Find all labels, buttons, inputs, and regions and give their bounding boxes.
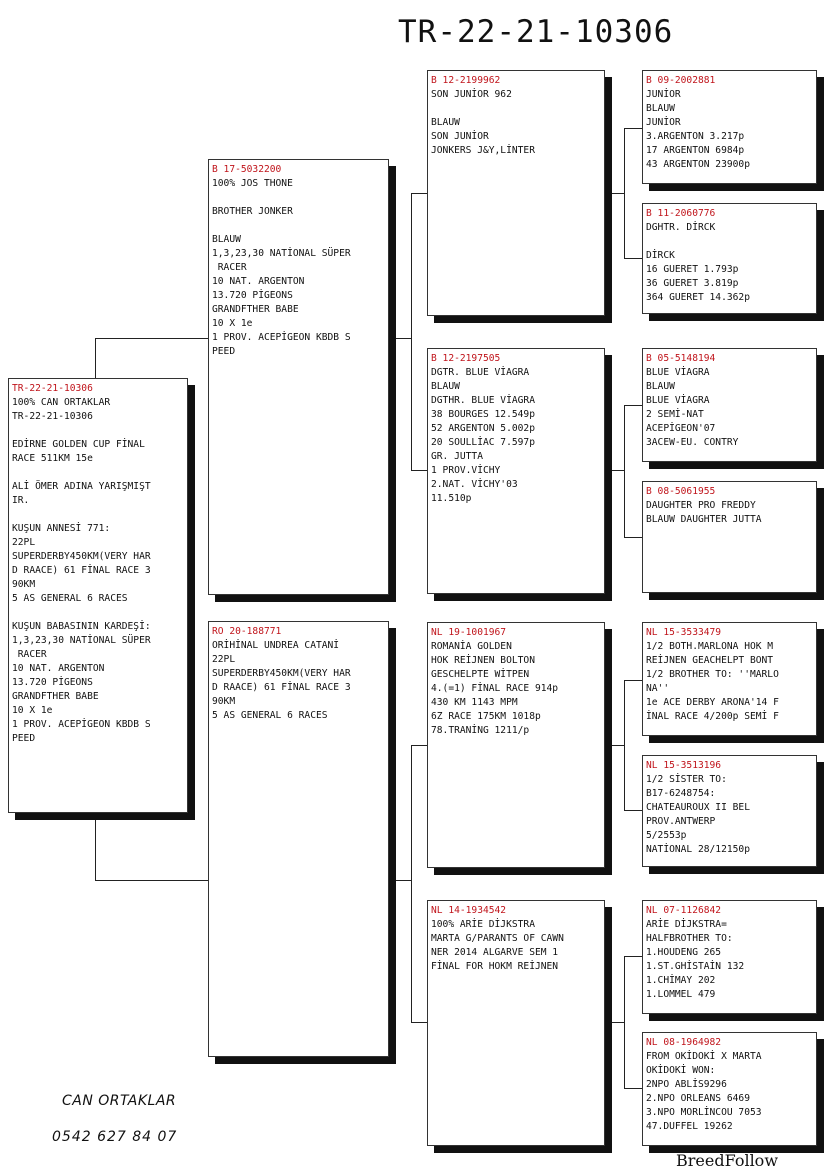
detail-line	[12, 466, 184, 480]
card-details	[646, 640, 813, 724]
detail-line: BLUE VİAGRA	[646, 367, 710, 378]
breeder-phone: 0542 627 84 07	[52, 1129, 178, 1145]
ring-number: TR-22-21-10306	[12, 383, 93, 394]
detail-line: 1.CHİMAY 202	[646, 975, 716, 986]
detail-line: 43 ARGENTON 23900p	[646, 159, 750, 170]
ds-dam-card[interactable]	[642, 755, 817, 867]
card-details	[646, 499, 813, 527]
detail-line: BLAUW	[431, 117, 460, 128]
detail-line: DİRCK	[646, 250, 675, 261]
detail-line: 13.720 PİGEONS	[212, 290, 293, 301]
detail-line: CHATEAUROUX II BEL	[646, 802, 750, 813]
ss-dam-card[interactable]	[642, 203, 817, 314]
detail-line: B17-6248754:	[646, 788, 716, 799]
detail-line: 1/2 BOTH.MARLONA HOK M	[646, 641, 774, 652]
ring-number: NL 15-3513196	[646, 760, 722, 771]
card-details	[646, 918, 813, 1002]
detail-line: SON JUNİOR 962	[431, 89, 512, 100]
detail-line: 90KM	[12, 579, 36, 590]
detail-line: 90KM	[212, 696, 236, 707]
detail-line: 2 SEMİ-NAT	[646, 409, 704, 420]
detail-line: 3ACEW-EU. CONTRY	[646, 437, 739, 448]
detail-line: 22PL	[212, 654, 236, 665]
detail-line	[212, 219, 385, 233]
detail-line: 13.720 PİGEONS	[12, 677, 93, 688]
dam-dam-card[interactable]	[427, 900, 605, 1146]
ring-number: NL 14-1934542	[431, 905, 507, 916]
detail-line: 52 ARGENTON 5.002p	[431, 423, 535, 434]
detail-line: 47.DUFFEL 19262	[646, 1121, 733, 1132]
detail-line: 16 GUERET 1.793p	[646, 264, 739, 275]
detail-line: 1,3,23,30 NATİONAL SÜPER	[212, 248, 351, 259]
detail-line: 1 PROV. ACEPİGEON KBDB S	[12, 719, 151, 730]
detail-line: 10 X 1e	[212, 318, 253, 329]
ring-number: B 12-2199962	[431, 75, 501, 86]
ring-number: NL 15-3533479	[646, 627, 722, 638]
card-details	[431, 88, 601, 158]
ring-number: B 05-5148194	[646, 353, 716, 364]
detail-line: 1.ST.GHİSTAİN 132	[646, 961, 745, 972]
dd-dam-card[interactable]	[642, 1032, 817, 1146]
detail-line: 3.NPO MORLİNCOU 7053	[646, 1107, 762, 1118]
detail-line: 22PL	[12, 537, 36, 548]
detail-line: RACER	[212, 262, 247, 273]
ring-number: RO 20-188771	[212, 626, 282, 637]
card-details	[646, 221, 813, 305]
detail-line: KUŞUN BABASININ KARDEŞİ:	[12, 621, 151, 632]
ring-number: NL 07-1126842	[646, 905, 722, 916]
detail-line: JUNİOR	[646, 89, 681, 100]
detail-line: BLAUW	[431, 381, 460, 392]
card-details	[12, 396, 184, 746]
detail-line: DGTHR. BLUE VİAGRA	[431, 395, 535, 406]
detail-line	[212, 191, 385, 205]
detail-line: 2NPO ABLİS9296	[646, 1079, 727, 1090]
detail-line: 430 KM 1143 MPM	[431, 697, 518, 708]
detail-line: REİJNEN GEACHELPT BONT	[646, 655, 774, 666]
ring-number: B 12-2197505	[431, 353, 501, 364]
detail-line: RACE 511KM 15e	[12, 453, 93, 464]
dd-sire-card[interactable]	[642, 900, 817, 1014]
detail-line: HOK REİJNEN BOLTON	[431, 655, 535, 666]
detail-line: ALİ ÖMER ADINA YARIŞMIŞT	[12, 481, 151, 492]
sire-dam-card[interactable]	[427, 348, 605, 594]
dam-card[interactable]	[208, 621, 389, 1057]
brand-logo: BreedFollow	[676, 1151, 779, 1170]
card-details	[646, 1050, 813, 1134]
card-details	[646, 88, 813, 172]
page-title: TR-22-21-10306	[398, 14, 674, 50]
sire-sire-card[interactable]	[427, 70, 605, 316]
card-details	[431, 366, 601, 506]
ring-number: NL 08-1964982	[646, 1037, 722, 1048]
detail-line: NER 2014 ALGARVE SEM 1	[431, 947, 559, 958]
card-details	[646, 773, 813, 857]
detail-line	[431, 102, 601, 116]
detail-line: NA''	[646, 683, 670, 694]
detail-line: PEED	[212, 346, 236, 357]
detail-line: BLAUW	[646, 103, 675, 114]
detail-line: 36 GUERET 3.819p	[646, 278, 739, 289]
detail-line: 5 AS GENERAL 6 RACES	[12, 593, 128, 604]
detail-line: 5 AS GENERAL 6 RACES	[212, 710, 328, 721]
breeder-name: CAN ORTAKLAR	[62, 1093, 177, 1109]
detail-line: SUPERDERBY450KM(VERY HAR	[12, 551, 151, 562]
detail-line: 100% JOS THONE	[212, 178, 293, 189]
card-details	[431, 640, 601, 738]
detail-line: D RAACE) 61 FİNAL RACE 3	[212, 682, 351, 693]
ring-number: NL 19-1001967	[431, 627, 507, 638]
sd-sire-card[interactable]	[642, 348, 817, 462]
detail-line: BROTHER JONKER	[212, 206, 293, 217]
detail-line: 1/2 SİSTER TO:	[646, 774, 727, 785]
detail-line: JONKERS J&Y,LİNTER	[431, 145, 535, 156]
detail-line: 1.HOUDENG 265	[646, 947, 722, 958]
detail-line: NATİONAL 28/12150p	[646, 844, 750, 855]
detail-line: BLUE VİAGRA	[646, 395, 710, 406]
card-details	[431, 918, 601, 974]
detail-line: D RAACE) 61 FİNAL RACE 3	[12, 565, 151, 576]
detail-line	[12, 508, 184, 522]
detail-line: 38 BOURGES 12.549p	[431, 409, 535, 420]
detail-line: SUPERDERBY450KM(VERY HAR	[212, 668, 351, 679]
detail-line: RACER	[12, 649, 47, 660]
detail-line: OKİDOKİ WON:	[646, 1065, 716, 1076]
ds-sire-card[interactable]	[642, 622, 817, 736]
detail-line: BLAUW	[646, 381, 675, 392]
ring-number: B 17-5032200	[212, 164, 282, 175]
detail-line: 11.510p	[431, 493, 472, 504]
detail-line: GRANDFTHER BABE	[212, 304, 299, 315]
subject-card[interactable]	[8, 378, 188, 813]
detail-line: EDİRNE GOLDEN CUP FİNAL	[12, 439, 145, 450]
detail-line: IR.	[12, 495, 30, 506]
ring-number: B 09-2002881	[646, 75, 716, 86]
detail-line: FİNAL FOR HOKM REİJNEN	[431, 961, 559, 972]
detail-line: 10 NAT. ARGENTON	[12, 663, 105, 674]
dam-sire-card[interactable]	[427, 622, 605, 868]
detail-line: 1 PROV. ACEPİGEON KBDB S	[212, 332, 351, 343]
detail-line	[12, 424, 184, 438]
detail-line	[646, 235, 813, 249]
detail-line: BLAUW	[212, 234, 241, 245]
detail-line: MARTA G/PARANTS OF CAWN	[431, 933, 564, 944]
detail-line: BLAUW DAUGHTER JUTTA	[646, 514, 762, 525]
detail-line: 100% ARİE DİJKSTRA	[431, 919, 535, 930]
detail-line: PROV.ANTWERP	[646, 816, 716, 827]
card-details	[212, 639, 385, 723]
ss-sire-card[interactable]	[642, 70, 817, 184]
detail-line: KUŞUN ANNESİ 771:	[12, 523, 111, 534]
card-details	[646, 366, 813, 450]
detail-line: PEED	[12, 733, 36, 744]
detail-line: GESCHELPTE WİTPEN	[431, 669, 530, 680]
ring-number: B 08-5061955	[646, 486, 716, 497]
detail-line: 1.LOMMEL 479	[646, 989, 716, 1000]
ring-number: B 11-2060776	[646, 208, 716, 219]
detail-line: İNAL RACE 4/200p SEMİ F	[646, 711, 779, 722]
detail-line: 6Z RACE 175KM 1018p	[431, 711, 541, 722]
detail-line: TR-22-21-10306	[12, 411, 93, 422]
detail-line: DGHTR. DİRCK	[646, 222, 716, 233]
detail-line: 20 SOULLİAC 7.597p	[431, 437, 535, 448]
detail-line: 78.TRANİNG 1211/p	[431, 725, 530, 736]
detail-line: DAUGHTER PRO FREDDY	[646, 500, 756, 511]
detail-line: ORİHİNAL UNDREA CATANİ	[212, 640, 340, 651]
detail-line	[12, 606, 184, 620]
detail-line: GRANDFTHER BABE	[12, 691, 99, 702]
detail-line: SON JUNİOR	[431, 131, 489, 142]
detail-line: 100% CAN ORTAKLAR	[12, 397, 111, 408]
detail-line: 17 ARGENTON 6984p	[646, 145, 745, 156]
detail-line: ACEPİGEON'07	[646, 423, 716, 434]
detail-line: 5/2553p	[646, 830, 687, 841]
detail-line: 10 X 1e	[12, 705, 53, 716]
sire-card[interactable]	[208, 159, 389, 595]
detail-line: ARİE DİJKSTRA=	[646, 919, 727, 930]
detail-line: FROM OKİDOKİ X MARTA	[646, 1051, 762, 1062]
detail-line: DGTR. BLUE VİAGRA	[431, 367, 530, 378]
detail-line: 10 NAT. ARGENTON	[212, 276, 305, 287]
detail-line: 364 GUERET 14.362p	[646, 292, 750, 303]
detail-line: 1,3,23,30 NATİONAL SÜPER	[12, 635, 151, 646]
detail-line: 4.(=1) FİNAL RACE 914p	[431, 683, 559, 694]
detail-line: 2.NAT. VİCHY'03	[431, 479, 518, 490]
detail-line: ROMANİA GOLDEN	[431, 641, 512, 652]
detail-line: 1/2 BROTHER TO: ''MARLO	[646, 669, 779, 680]
card-details	[212, 177, 385, 359]
detail-line: JUNİOR	[646, 117, 681, 128]
detail-line: GR. JUTTA	[431, 451, 483, 462]
detail-line: 1 PROV.VİCHY	[431, 465, 501, 476]
sd-dam-card[interactable]	[642, 481, 817, 593]
detail-line: 2.NPO ORLEANS 6469	[646, 1093, 750, 1104]
detail-line: 1e ACE DERBY ARONA'14 F	[646, 697, 779, 708]
detail-line: HALFBROTHER TO:	[646, 933, 733, 944]
detail-line: 3.ARGENTON 3.217p	[646, 131, 745, 142]
